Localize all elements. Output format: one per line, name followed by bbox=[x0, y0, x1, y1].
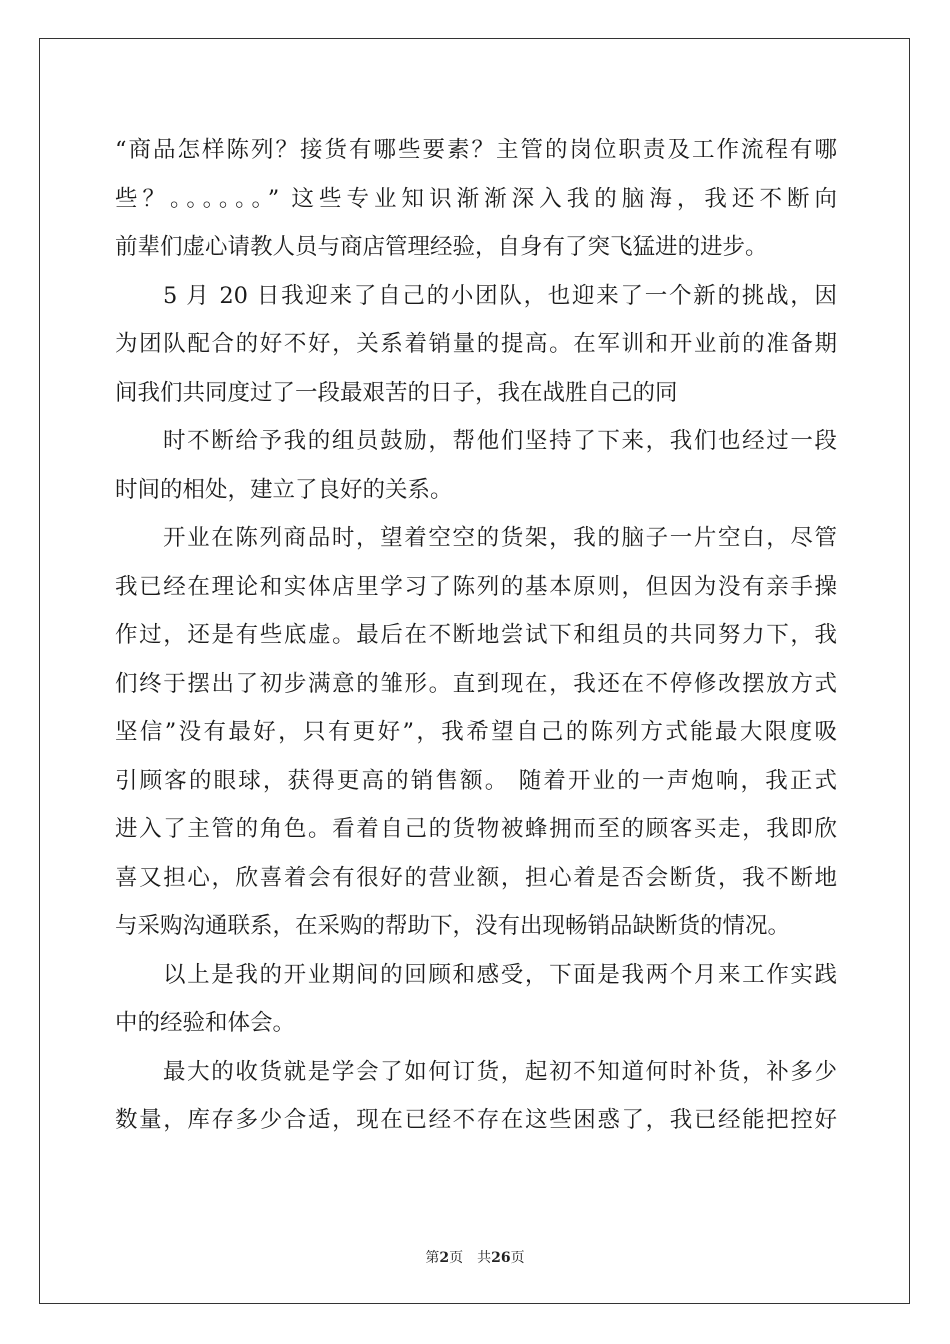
text-line: 进入了主管的角色。看着自己的货物被蜂拥而至的顾客买走，我即欣 bbox=[115, 816, 837, 842]
total-prefix: 共 bbox=[477, 1250, 492, 1266]
text-line: 们终于摆出了初步满意的雏形。直到现在，我还在不停修改摆放方式 bbox=[115, 670, 837, 697]
text-line: 中的经验和体会。 bbox=[115, 1010, 296, 1036]
page-prefix: 第 bbox=[425, 1250, 440, 1266]
text-line: 为团队配合的好不好，关系着销量的提高。在军训和开业前的准备期 bbox=[115, 331, 837, 357]
text-line: 作过，还是有些底虚。最后在不断地尝试下和组员的共同努力下，我 bbox=[115, 622, 837, 648]
page-suffix: 页 bbox=[449, 1250, 464, 1266]
text-line: 些？。。。。。。” 这些专业知识渐渐深入我的脑海，我还不断向 bbox=[115, 185, 837, 212]
text-line: 与采购沟通联系，在采购的帮助下，没有出现畅销品缺断货的情况。 bbox=[115, 913, 791, 939]
total-pages: 26 bbox=[491, 1250, 511, 1266]
text-line: 最大的收货就是学会了如何订货，起初不知道何时补货，补多少 bbox=[163, 1058, 837, 1085]
page-footer bbox=[0, 1247, 950, 1267]
text-line: 时不断给予我的组员鼓励，帮他们坚持了下来，我们也经过一段 bbox=[163, 428, 837, 454]
text-line: 喜又担心，欣喜着会有很好的营业额，担心着是否会断货，我不断地 bbox=[115, 864, 837, 891]
text-line: 间我们共同度过了一段最艰苦的日子，我在战胜自己的同 bbox=[115, 379, 678, 406]
document-body bbox=[115, 126, 837, 1145]
text-line: 前辈们虚心请教人员与商店管理经验，自身有了突飞猛进的进步。 bbox=[115, 234, 768, 260]
text-line: 5 月 20 日我迎来了自己的小团队，也迎来了一个新的挑战，因 bbox=[163, 282, 837, 309]
text-line: “商品怎样陈列？接货有哪些要素？主管的岗位职责及工作流程有哪 bbox=[115, 137, 837, 163]
text-line: 坚信”没有最好，只有更好”，我希望自己的陈列方式能最大限度吸 bbox=[115, 719, 837, 745]
total-suffix: 页 bbox=[510, 1250, 525, 1266]
page-number: 2 bbox=[439, 1250, 450, 1266]
text-line: 引顾客的眼球，获得更高的销售额。 随着开业的一声炮响，我正式 bbox=[115, 767, 837, 794]
text-line: 以上是我的开业期间的回顾和感受，下面是我两个月来工作实践 bbox=[163, 961, 837, 988]
text-line: 数量，库存多少合适，现在已经不存在这些困惑了，我已经能把控好 bbox=[115, 1107, 837, 1133]
text-line: 开业在陈列商品时，望着空空的货架，我的脑子一片空白，尽管 bbox=[163, 525, 837, 551]
text-line: 我已经在理论和实体店里学习了陈列的基本原则，但因为没有亲手操 bbox=[115, 573, 837, 600]
text-line: 时间的相处，建立了良好的关系。 bbox=[115, 476, 453, 503]
